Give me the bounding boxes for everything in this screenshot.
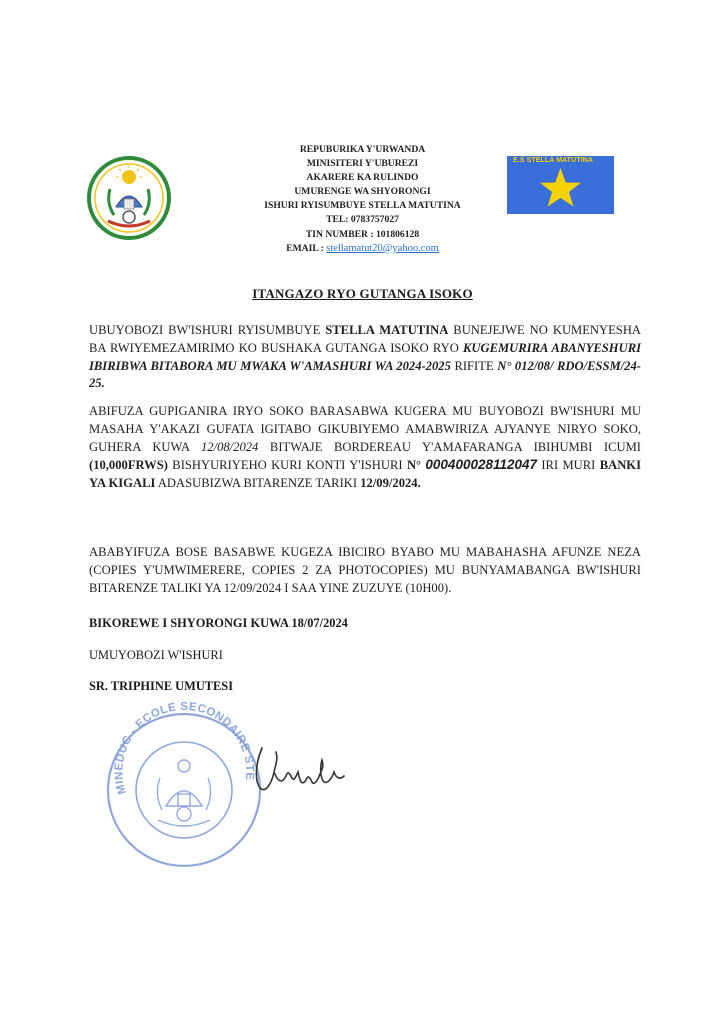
header-line-district: AKARERE KA RULINDO: [306, 172, 419, 184]
p1-tender-subject: KUGEMURIRA ABANYESHURI IBIRIBWA BITABORA MU MWAKA W'AMASHURI WA 2024-2025: [89, 340, 641, 373]
header-line-school: ISHURI RYISUMBUYE STELLA MATUTINA: [264, 200, 461, 212]
p2-deadline: 12/09/2024.: [360, 476, 421, 491]
p2-fee: (10,000FRWS): [89, 458, 168, 473]
signatory-name: SR. TRIPHINE UMUTESI: [89, 679, 234, 693]
letterhead: [190, 143, 535, 256]
flag-label: E.S STELLA MATUTINA: [513, 157, 594, 164]
p2-account-number: 000400028112047: [425, 457, 538, 473]
p2-text-b: BITWAJE BORDEREAU Y'AMAFARANGA IBIHUMBI ICUMI: [258, 439, 641, 454]
p1-text-b: BUNEJEJWE NO KUMENYESHA BA RWIYEMEZAMIRIMO KO BUSHAKA GUTANGA ISOKO RYO: [89, 323, 642, 355]
signature-icon: [248, 742, 350, 800]
coat-of-arms: [86, 155, 172, 241]
paragraph-submission: ABABYIFUZA BOSE BASABWE KUGEZA IBICIRO BYABO MU MABAHASHA AFUNZE NEZA (COPIES Y'UMWIMERERE, COPIES 2 ZA PHOTOCOPIES) MU BUNYAMABANGA BW'ISHURI BITARENZE TALIKI YA 12/09/2024 I SAA YINE ZUZUYE (10H00).: [89, 545, 641, 595]
header-line-phone: TEL: 0783757027: [326, 214, 399, 226]
header-line-sector: UMURENGE WA SHYORONGI: [294, 186, 431, 198]
header-email: [190, 242, 535, 256]
svg-text:MINEDUC - ECOLE SECONDAIRE STE: MINEDUC - ECOLE SECONDAIRE STE: [113, 700, 256, 796]
email-label: EMAIL :: [286, 242, 327, 254]
signatory-role: UMUYOBOZI W'ISHURI: [89, 648, 223, 662]
p2-text-e: ADASUBIZWA BITARENZE TARIKI: [155, 476, 361, 491]
rwanda-coat-of-arms-icon: [86, 155, 172, 241]
p1-text-c: RIFITE: [450, 358, 498, 373]
p2-bank-name: BANKI YA KIGALI: [89, 458, 642, 491]
paragraph-instructions: [89, 403, 641, 493]
p2-text-d: IRI MURI: [537, 458, 600, 473]
email-link[interactable]: stellamatut20@yahoo.com: [326, 242, 439, 254]
p2-text-c: BISHYURIYEHO KURI KONTI Y'ISHURI: [167, 458, 407, 473]
p2-account-prefix: N°: [406, 458, 426, 473]
p1-school-name: STELLA MATUTINA: [325, 323, 449, 337]
header-line-tin: TIN NUMBER : 101806128: [305, 228, 420, 240]
p1-text-a: UBUYOBOZI BW'ISHURI RYISUMBUYE: [89, 323, 326, 337]
p2-start-date: 12/08/2024: [200, 439, 259, 454]
date-line: BIKOREWE I SHYORONGI KUWA 18/07/2024: [89, 616, 348, 630]
document-title: ITANGAZO RYO GUTANGA ISOKO: [252, 286, 473, 301]
header-line-ministry: MINISITERI Y'UBUREZI: [306, 158, 419, 170]
p1-reference-number: N° 012/08/ RDO/ESSM/24-25.: [89, 358, 641, 391]
header-line-country: REPUBURIKA Y'URWANDA: [299, 144, 426, 155]
star-icon: [507, 156, 614, 214]
school-flag: [507, 156, 614, 214]
signature: [248, 742, 350, 800]
paragraph-announcement: [89, 322, 641, 393]
p2-text-a: ABIFUZA GUPIGANIRA IRYO SOKO BARASABWA KUGERA MU BUYOBOZI BW'ISHURI MU MASAHA Y'AKAZI GUFATA IGITABO GIKUBIYEMO AMABWIRIZA AJYANYE NIRYO SOKO, GUHERA KUWA: [89, 404, 641, 454]
